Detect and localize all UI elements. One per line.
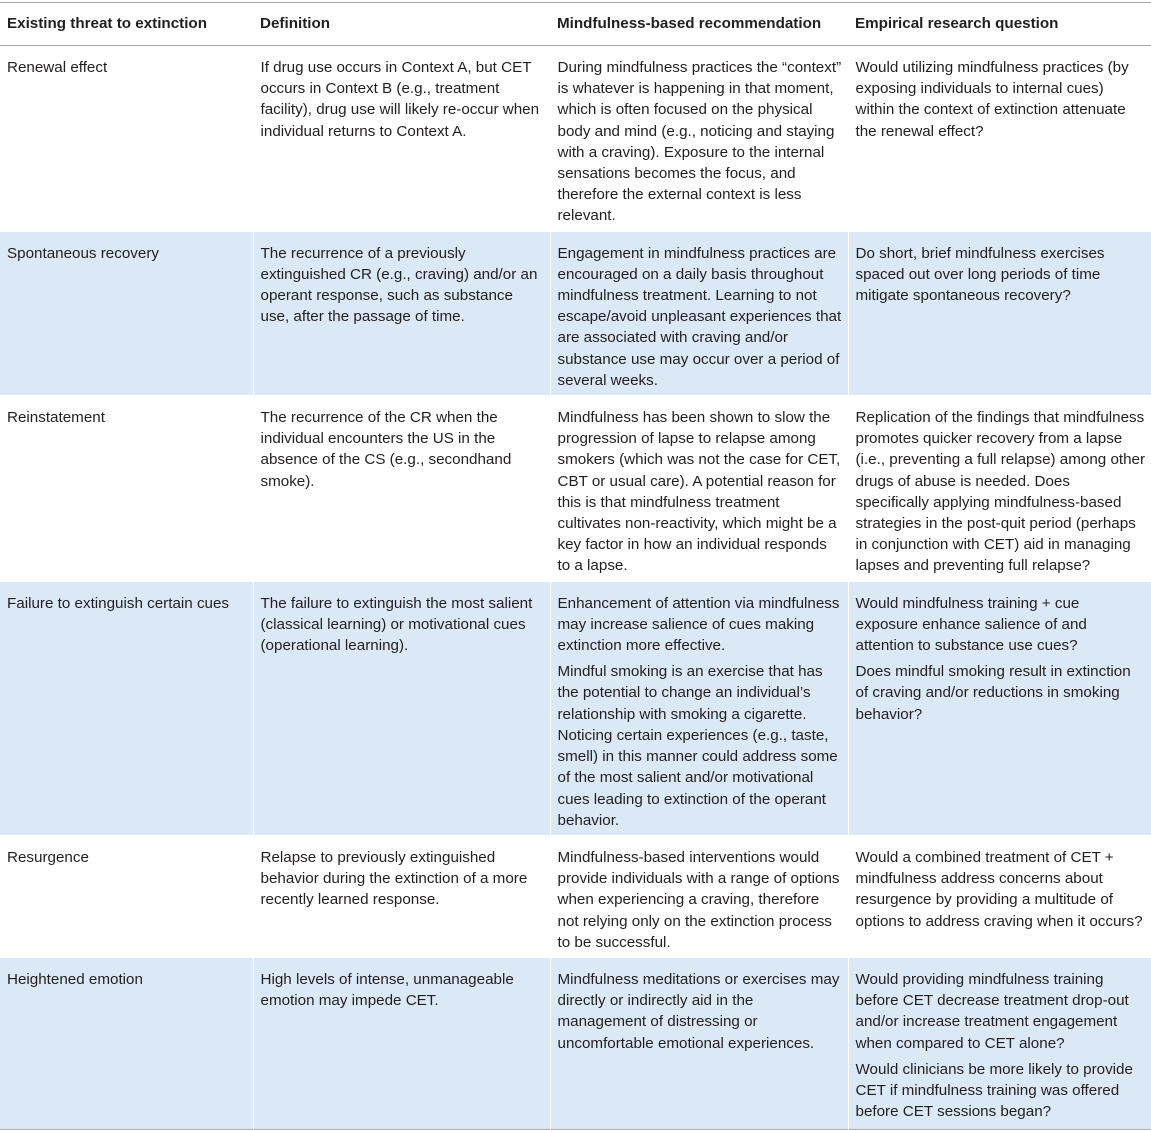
definition-text: The recurrence of a previously extinguished CR (e.g., craving) and/or an operant response, such as substance use, after the passage of time. [260,244,538,326]
question-text: Would providing mindfulness training before CET decrease treatment drop-out and/or increase treatment engagement when compared to CET alone? [855,970,1129,1052]
cell-recommendation [550,46,848,232]
cell-definition [253,957,550,1129]
header-recommendation: Mindfulness-based recommendation [550,3,848,46]
question-text: Replication of the findings that mindfulness promotes quicker recovery from a lapse (i.e., preventing a full relapse) among other drugs of abuse is needed. Does specifically applying mindfulness-based strategies in the post-quit period (perhaps in conjunction with CET) aid in managing lapses and preventing full relapse? [855,409,1146,575]
threat-text: Heightened emotion [7,970,143,988]
recommendation-text: Engagement in mindfulness practices are encouraged on a daily basis throughout mindfulness treatment. Learning to not escape/avoid unpleasant experiences that are associated with craving and/or substance use may occur over a period of several weeks. [557,244,842,389]
header-definition: Definition [253,3,550,46]
recommendation-text: Mindfulness-based interventions would provide individuals with a range of options when experiencing a craving, therefore not relying only on the extinction process to be successful. [557,848,840,951]
question-text: Would mindfulness training + cue exposure enhance salience of and attention to substance use cues? [855,594,1087,655]
threat-text: Reinstatement [7,409,105,427]
cell-question [848,957,1151,1129]
header-threat: Existing threat to extinction [0,3,253,46]
question-text: Does mindful smoking result in extinction of craving and/or reductions in smoking behavior? [855,663,1131,723]
cell-recommendation [550,581,848,835]
threat-text: Resurgence [7,848,89,866]
cell-recommendation [550,396,848,582]
table-body [0,46,1151,1130]
threat-text: Renewal effect [7,59,108,76]
table-row [0,581,1151,835]
definition-text: High levels of intense, unmanageable emotion may impede CET. [260,970,514,1010]
cell-threat [0,581,253,835]
table-row [0,396,1151,582]
question-text: Would clinicians be more likely to provide CET if mindfulness training was offered before CET sessions began? [855,1060,1133,1121]
definition-text: The failure to extinguish the most salient (classical learning) or motivational cues (operational learning). [260,594,533,655]
header-research-question: Empirical research question [848,3,1151,46]
definition-text: The recurrence of the CR when the individual encounters the US in the absence of the CS (e.g., secondhand smoke). [260,409,512,490]
definition-text: If drug use occurs in Context A, but CET occurs in Context B (e.g., treatment facility), drug use will likely re-occur when individual returns to Context A. [260,59,540,140]
cell-definition [253,231,550,395]
threat-text: Failure to extinguish certain cues [7,594,230,612]
cell-question [848,46,1151,232]
recommendation-text: Enhancement of attention via mindfulness may increase salience of cues making extinction more effective. [557,594,840,655]
cell-definition [253,581,550,835]
header-row [0,3,1151,46]
cell-threat [0,396,253,582]
cell-definition [253,835,550,957]
cell-question [848,581,1151,835]
question-text: Would utilizing mindfulness practices (by exposing individuals to internal cues) within the context of extinction attenuate the renewal effect? [855,59,1129,140]
cell-question [848,396,1151,582]
recommendation-text: Mindfulness has been shown to slow the progression of lapse to relapse among smokers (which was not the case for CET, CBT or usual care). A potential reason for this is that mindfulness treatment cultivates non-reactivity, which might be a key factor in how an individual responds to a lapse. [557,409,841,575]
definition-text: Relapse to previously extinguished behavior during the extinction of a more recently learned response. [260,848,528,909]
cell-threat [0,957,253,1129]
recommendation-text: During mindfulness practices the “context” is whatever is happening in that moment, which is often focused on the physical body and mind (e.g., noticing and staying with a craving). Exposure to the internal sensations becomes the focus, and therefore the external context is less relevant. [557,59,842,225]
table-row [0,957,1151,1129]
recommendation-text: Mindfulness meditations or exercises may directly or indirectly aid in the management of distressing or uncomfortable emotional experiences. [557,970,840,1052]
cell-definition [253,46,550,232]
cell-threat [0,46,253,232]
threat-text: Spontaneous recovery [7,244,159,262]
cell-threat [0,835,253,957]
question-text: Would a combined treatment of CET + mindfulness address concerns about resurgence by providing a multitude of options to address craving when it occurs? [855,848,1143,930]
cell-recommendation [550,835,848,957]
cell-question [848,835,1151,957]
table-row [0,46,1151,232]
cell-recommendation [550,231,848,395]
cell-question [848,231,1151,395]
recommendation-text: Mindful smoking is an exercise that has the potential to change an individual’s relationship with smoking a cigarette. Noticing certain experiences (e.g., taste, smell) in this manner could address some of the most salient and/or motivational cues leading to extinction of the operant behavior. [557,663,838,829]
table-row [0,231,1151,395]
cell-definition [253,396,550,582]
cell-recommendation [550,957,848,1129]
cell-threat [0,231,253,395]
data-table [0,2,1151,1130]
table-header [0,3,1151,46]
question-text: Do short, brief mindfulness exercises spaced out over long periods of time mitigate spontaneous recovery? [855,244,1105,305]
table-row [0,835,1151,957]
